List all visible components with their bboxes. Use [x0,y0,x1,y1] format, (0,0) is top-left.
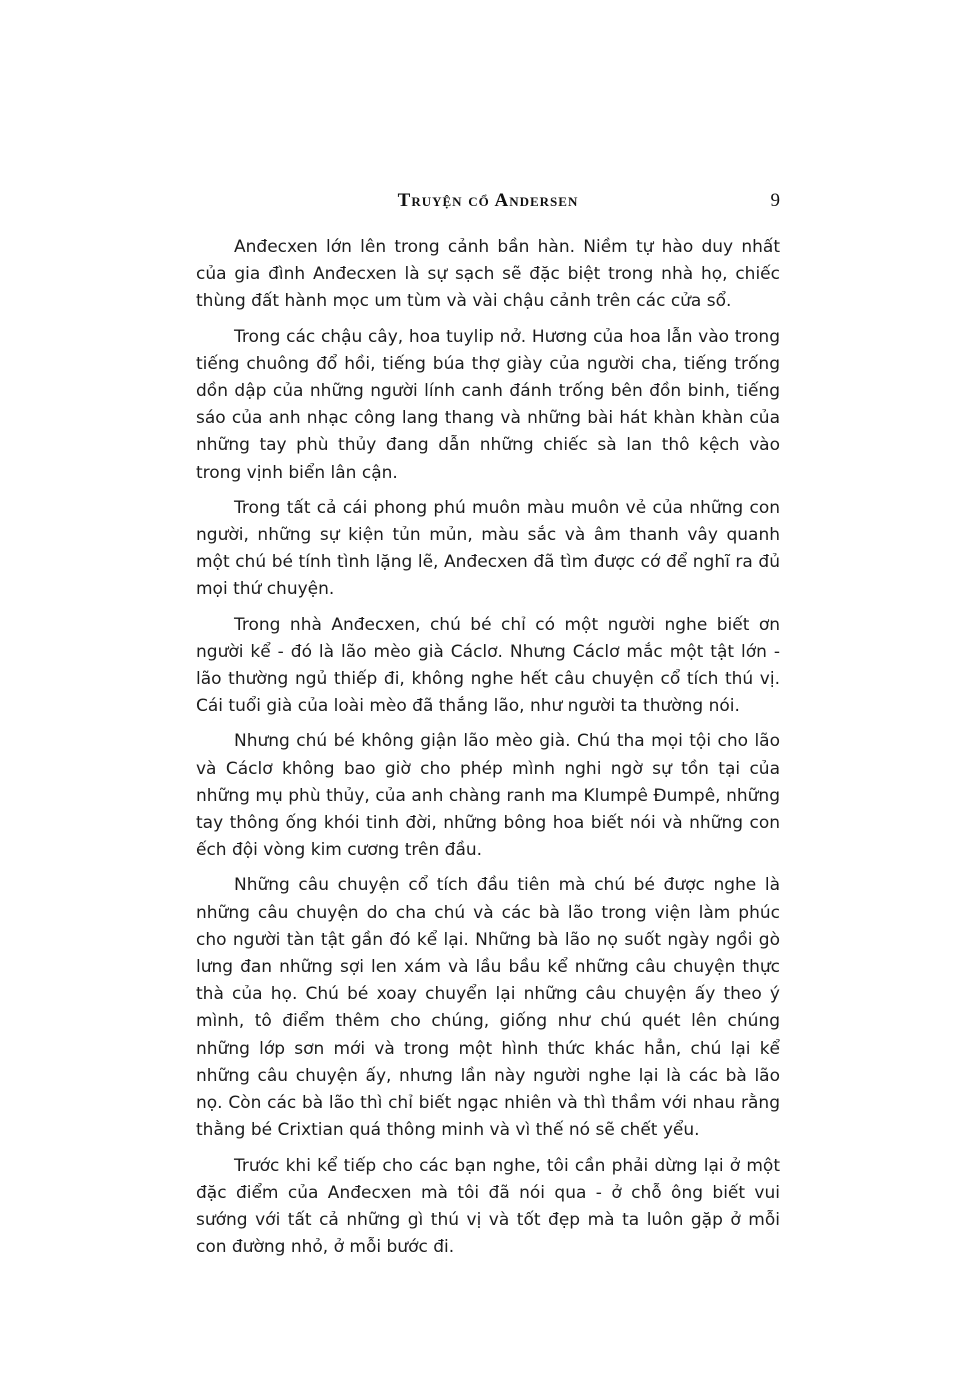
page-number: 9 [770,190,780,211]
paragraph: Trong nhà Anđecxen, chú bé chỉ có một người nghe biết ơn người kể - đó là lão mèo già Cáclơ. Nhưng Cáclơ mắc một tật lớn - lão thường ngủ thiếp đi, không nghe hết câu chuyện cổ tích thú vị. Cái tuổi già của loài mèo đã thắng lão, như người ta thường nói. [196,614,780,717]
paragraph: Trong tất cả cái phong phú muôn màu muôn vẻ của những con người, những sự kiện tủn mủn, màu sắc và âm thanh vây quanh một chú bé tính tình lặng lẽ, Anđecxen đã tìm được cớ để nghĩ ra đủ mọi thứ chuyện. [196,497,780,600]
paragraph: Trong các chậu cây, hoa tuylip nở. Hương của hoa lẫn vào trong tiếng chuông đổ hồi, tiếng búa thợ giày của người cha, tiếng trống dồn dập của những người lính canh đánh trống bên đồn binh, tiếng sáo của anh nhạc công lang thang và những bài hát khàn khàn của những tay phù thủy đang dẫn những chiếc sà lan thô kệch vào trong vịnh biển lân cận. [196,326,780,483]
paragraph: Nhưng chú bé không giận lão mèo già. Chú tha mọi tội cho lão và Cáclơ không bao giờ cho phép mình nghi ngờ sự tồn tại của những mụ phù thủy, của anh chàng ranh ma Klumpê Đumpê, những tay thông ống khói tinh đời, những bông hoa biết nói và những con ếch đội vòng kim cương trên đầu. [196,731,780,861]
body-text [196,234,780,1269]
page-header [196,190,780,220]
paragraph: Những câu chuyện cổ tích đầu tiên mà chú bé được nghe là những câu chuyện do cha chú và các bà lão trong viện làm phúc cho người tàn tật gần đó kể lại. Những bà lão nọ suốt ngày ngồi gò lưng đan những sợi len xám và lầu bầu kể những câu chuyện thực thà của họ. Chú bé xoay chuyển lại những câu chuyện ấy theo ý mình, tô điểm thêm cho chúng, giống như chú quét lên chúng những lớp sơn mới và trong một hình thức khác hẳn, chú lại kể những câu chuyện ấy, nhưng lần này người nghe lại là các bà lão nọ. Còn các bà lão thì chỉ biết ngạc nhiên và thì thầm với nhau rằng thằng bé Crixtian quá thông minh và vì thế nó sẽ chết yểu. [196,875,780,1141]
running-title: Truyện cổ Andersen [397,190,579,211]
paragraph: Anđecxen lớn lên trong cảnh bần hàn. Niềm tự hào duy nhất của gia đình Anđecxen là sự sạch sẽ đặc biệt trong nhà họ, chiếc thùng đất hành mọc um tùm và vài chậu cảnh trên các cửa sổ. [196,237,780,312]
paragraph: Trước khi kể tiếp cho các bạn nghe, tôi cần phải dừng lại ở một đặc điểm của Anđecxen mà tôi đã nói qua - ở chỗ ông biết vui sướng với tất cả những gì thú vị và tốt đẹp mà ta luôn gặp ở mỗi con đường nhỏ, ở mỗi bước đi. [196,1155,780,1258]
